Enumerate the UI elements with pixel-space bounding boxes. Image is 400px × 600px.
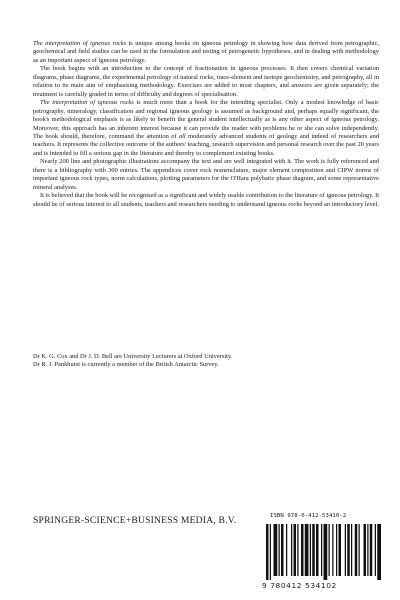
book-title-italic: The interpretation of igneous rocks <box>40 99 134 107</box>
barcode-bar <box>324 524 328 580</box>
barcode-bar <box>270 524 271 580</box>
barcode-bar <box>310 524 311 576</box>
barcode-bar <box>355 524 358 576</box>
barcode-bar <box>291 524 292 576</box>
barcode-bar <box>279 524 280 576</box>
blurb-paragraph-5: It is believed that the book will be recognised as a significant and widely usable contribution to the literature of igneous petrology. It should be of serious interest to all students, teachers and researchers needing to understand igneous rocks beyond an introductory level. <box>33 192 379 208</box>
barcode-bar <box>375 524 376 576</box>
barcode-bar <box>367 524 368 576</box>
barcode-bar <box>345 524 346 576</box>
barcode-bar <box>359 524 360 576</box>
barcode-bar <box>286 524 287 576</box>
barcode-bar <box>364 524 367 576</box>
barcode-bar <box>332 524 333 576</box>
barcode-bar <box>329 524 330 576</box>
isbn-label: ISBN 978-0-412-53410-2 <box>270 513 347 519</box>
publisher-name: SPRINGER-SCIENCE+BUSINESS MEDIA, B.V. <box>33 515 237 526</box>
barcode-bar <box>336 524 337 576</box>
emphasis-all: all <box>178 132 186 140</box>
barcode-bar <box>312 524 315 576</box>
blurb-paragraph-1 <box>33 40 379 65</box>
barcode-bar <box>266 524 269 580</box>
barcode-bar <box>377 524 381 580</box>
barcode-bar <box>370 524 373 576</box>
barcode <box>262 522 382 580</box>
barcode-digits: 9 780412 534102 <box>262 581 337 590</box>
barcode-bar <box>301 524 304 576</box>
author-note-1: Dr K. G. Cox and Dr J. D. Bell are University Lecturers at Oxford University. <box>33 353 233 360</box>
author-note-2: Dr R. J. Pankhurst is currently a member of the British Antarctic Survey. <box>33 361 219 369</box>
barcode-bar <box>294 524 297 576</box>
book-title-italic: The interpretation of igneous rocks <box>33 40 127 47</box>
barcode-bar <box>316 524 319 576</box>
barcode-bar <box>321 524 322 576</box>
blurb-text <box>33 40 379 209</box>
barcode-bar <box>274 524 278 576</box>
blurb-paragraph-3 <box>33 99 379 158</box>
barcode-bar <box>297 524 298 576</box>
blurb-paragraph-2: The book begins with an introduction to the concept of fractionation in igneous processes. It then covers chemical variation diagrams, phase diagrams, the experimental petrology of natural rocks, trace-element and isotope geochemistry, and petrography, all in relation to its main aim of emphasising methodology. Exercises are added to most chapters, and answers are given separately; the treatment is carefully graded in terms of difficulty and degrees of specialisation. <box>33 65 379 98</box>
blurb-paragraph-3-text-b: moderately advanced students of geology and indeed of researchers and teachers. It represents the collective outcome of the authors' teaching, research supervision and personal research over the past 20 years and is intended to fill a serious gap in the literature and thereby to complement existing books. <box>33 132 379 157</box>
barcode-bar <box>305 524 309 576</box>
barcode-bar <box>281 524 284 576</box>
barcode-bar <box>347 524 350 576</box>
blurb-paragraph-3-text-a: is much more than a book for the intending specialist. Only a modest knowledge of basic petrography, mineralogy, classification and regional igneous geology is assumed as background and, perhaps equally significant, the book's methodological emphasis is as likely to benefit the general student intellectually as is any other aspect of igneous petrology. Moreover, this approach has an inherent interest because it can provide the reader with problems he or she can solve independently. The book should, therefore, command the attention of <box>33 99 379 140</box>
barcode-bar <box>351 524 352 576</box>
blurb-paragraph-4: Nearly 200 line and photographic illustrations accompany the text and are well integrated with it. The work is fully referenced and there is a bibliography with 300 entries. The appendices cover rock nomenclature, major element composition and CIPW norms of important igneous rock types, norm calculations, plotting parameters for the O'Hara polybaric phase diagram, and some representative mineral analyses. <box>33 158 379 191</box>
barcode-bar <box>339 524 342 576</box>
blurb-paragraph-1-text: is unique among books on igneous petrology in showing how data derived from petrographic, geochemical and field studies can be used in the formulation and testing of petrogenetic hypotheses, and in dealing with methodology as an important aspect of igneous petrology. <box>33 40 380 64</box>
author-notes <box>33 353 379 370</box>
